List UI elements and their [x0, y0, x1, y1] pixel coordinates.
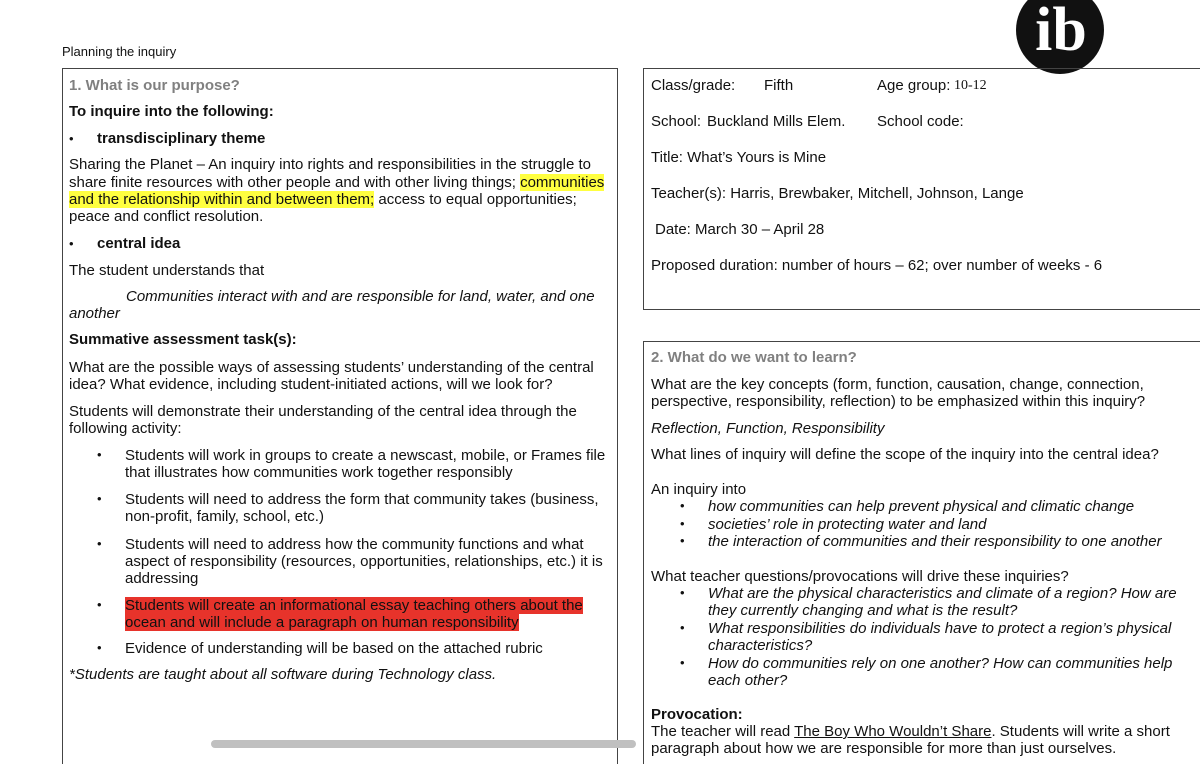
- teachers: Teacher(s): Harris, Brewbaker, Mitchell, Johnson, Lange: [651, 185, 1024, 202]
- summative-label: Summative assessment task(s):: [69, 331, 297, 348]
- school-value: Buckland Mills Elem.: [707, 113, 846, 130]
- date: Date: March 30 – April 28: [655, 221, 825, 238]
- ib-logo-text: ib: [1035, 0, 1087, 64]
- bullet-icon: •: [69, 236, 74, 251]
- provocation-text: paragraph about how we are responsible for more than just ourselves.: [651, 740, 1117, 757]
- bullet-icon: •: [680, 655, 685, 670]
- proposed-duration: Proposed duration: number of hours – 62; over number of weeks - 6: [651, 257, 1103, 274]
- school-label: School:: [651, 113, 702, 130]
- horizontal-scrollbar[interactable]: [211, 740, 636, 748]
- book-title: The Boy Who Wouldn’t Share: [794, 723, 992, 740]
- theme-highlight: communities: [520, 174, 605, 191]
- line-of-inquiry: societies’ role in protecting water and land: [708, 516, 987, 533]
- unit-info-section: [643, 68, 1200, 310]
- demonstration-text: Students will demonstrate their understanding of the central idea through the: [69, 403, 577, 420]
- theme-label: transdisciplinary theme: [97, 130, 266, 147]
- task-item-highlighted: ocean and will include a paragraph on human responsibility: [125, 614, 519, 631]
- teacher-questions-label: What teacher questions/provocations will drive these inquiries?: [651, 568, 1069, 585]
- summative-question: idea? What evidence, including student-initiated actions, will we look for?: [69, 376, 553, 393]
- theme-text-line-2: share finite resources with other people and with other living things; communities: [69, 174, 605, 191]
- learn-section: [643, 341, 1200, 764]
- bullet-icon: •: [97, 491, 102, 506]
- provocation-text: The teacher will read The Boy Who Wouldn’t Share. Students will write a short: [651, 723, 1170, 740]
- line-of-inquiry: how communities can help prevent physical and climatic change: [708, 498, 1135, 515]
- age-group-label: Age group:: [877, 77, 951, 94]
- inquiry-intro: An inquiry into: [651, 481, 747, 498]
- purpose-heading: 1. What is our purpose?: [69, 77, 240, 94]
- bullet-icon: •: [680, 585, 685, 600]
- bullet-icon: •: [680, 498, 685, 513]
- central-idea-text: another: [69, 305, 120, 322]
- bullet-icon: •: [69, 131, 74, 146]
- line-of-inquiry: the interaction of communities and their responsibility to one another: [708, 533, 1162, 550]
- key-concepts-question: perspective, responsibility, reflection) to be emphasized within this inquiry?: [651, 393, 1146, 410]
- teacher-question: characteristics?: [708, 637, 813, 654]
- theme-text-line-1: Sharing the Planet – An inquiry into rights and responsibilities in the struggle to: [69, 156, 591, 173]
- central-idea-label: central idea: [97, 235, 181, 252]
- task-item: aspect of responsibility (resources, opportunities, relationships, etc.) it is: [125, 553, 603, 570]
- age-group-value: 10-12: [954, 78, 987, 93]
- teacher-question: What responsibilities do individuals have to protect a region’s physical: [708, 620, 1172, 637]
- theme-highlight: and the relationship within and between them;: [69, 191, 375, 208]
- central-idea-text: Communities interact with and are responsible for land, water, and one: [126, 288, 595, 305]
- bullet-icon: •: [97, 640, 102, 655]
- teacher-question: each other?: [708, 672, 788, 689]
- bullet-icon: •: [97, 597, 102, 612]
- theme-text-line-4: peace and conflict resolution.: [69, 208, 264, 225]
- task-item: addressing: [125, 570, 199, 587]
- inquire-label: To inquire into the following:: [69, 103, 274, 120]
- teacher-question: How do communities rely on one another? How can communities help: [708, 655, 1173, 672]
- task-item: Evidence of understanding will be based on the attached rubric: [125, 640, 543, 657]
- bullet-icon: •: [680, 620, 685, 635]
- task-item-highlighted: Students will create an informational essay teaching others about the: [125, 597, 583, 614]
- class-grade-label: Class/grade:: [651, 77, 736, 94]
- purpose-section: [62, 68, 618, 764]
- teacher-question: they currently changing and what is the result?: [708, 602, 1018, 619]
- learn-heading: 2. What do we want to learn?: [651, 349, 857, 366]
- task-item: that illustrates how communities work together responsibly: [125, 464, 513, 481]
- bullet-icon: •: [680, 516, 685, 531]
- provocation-label: Provocation:: [651, 706, 743, 723]
- bullet-icon: •: [97, 447, 102, 462]
- bullet-icon: •: [97, 536, 102, 551]
- ib-logo-icon: [1014, 0, 1106, 78]
- key-concepts-question: What are the key concepts (form, function, causation, change, connection,: [651, 376, 1144, 393]
- task-item: Students will work in groups to create a newscast, mobile, or Frames file: [125, 447, 606, 464]
- teacher-question: What are the physical characteristics and climate of a region? How are: [708, 585, 1177, 602]
- task-item: non-profit, family, school, etc.): [125, 508, 324, 525]
- lines-of-inquiry-question: What lines of inquiry will define the scope of the inquiry into the central idea?: [651, 446, 1159, 463]
- school-code-label: School code:: [877, 113, 964, 130]
- page-title: Planning the inquiry: [62, 44, 177, 59]
- task-item: Students will need to address the form that community takes (business,: [125, 491, 599, 508]
- key-concepts: Reflection, Function, Responsibility: [651, 420, 885, 437]
- central-idea-intro: The student understands that: [69, 262, 265, 279]
- demonstration-text: following activity:: [69, 420, 182, 437]
- task-item: Students will need to address how the community functions and what: [125, 536, 584, 553]
- summative-question: What are the possible ways of assessing students’ understanding of the central: [69, 359, 594, 376]
- unit-title: Title: What’s Yours is Mine: [651, 149, 827, 166]
- footnote: *Students are taught about all software during Technology class.: [69, 666, 497, 683]
- bullet-icon: •: [680, 533, 685, 548]
- theme-text-line-3: and the relationship within and between them; access to equal opportunities;: [69, 191, 577, 208]
- class-grade-value: Fifth: [764, 77, 794, 94]
